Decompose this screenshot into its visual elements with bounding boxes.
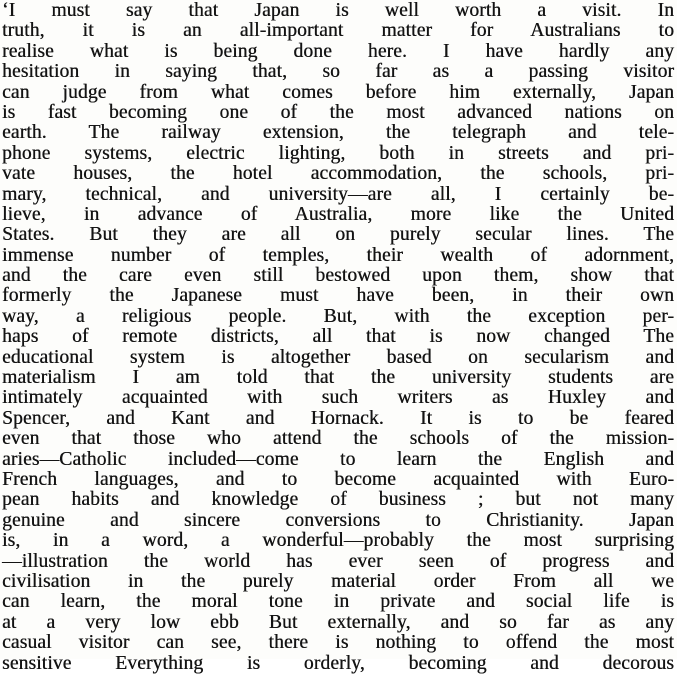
article-line-16: way, a religious people. But, with the exception per-: [2, 305, 674, 327]
article-line-4: hesitation in saying that, so far as a passing visitor: [2, 61, 674, 83]
article-line-31: at a very low ebb But externally, and so far as any: [2, 611, 674, 633]
article-line-26: genuine and sincere conversions to Christianity. Japan: [2, 509, 674, 531]
article-line-15: formerly the Japanese must have been, in their own: [2, 285, 674, 307]
article-line-20: intimately acquainted with such writers as Huxley and: [2, 387, 674, 409]
article-line-30: can learn, the moral tone in private and social life is: [2, 591, 674, 613]
article-column: [2, 1, 674, 674]
article-line-12: States. But they are all on purely secular lines. The: [2, 224, 674, 246]
article-line-1: ‘I must say that Japan is well worth a visit. In: [2, 0, 674, 21]
article-line-2: truth, it is an all-important matter for Australians to: [2, 20, 674, 42]
article-line-13: immense number of temples, their wealth of adornment,: [2, 244, 674, 266]
article-line-24: French languages, and to become acquainted with Euro-: [2, 468, 674, 490]
article-line-17: haps of remote districts, all that is now changed The: [2, 326, 674, 348]
article-line-18: educational system is altogether based on secularism and: [2, 346, 674, 368]
article-line-6: is fast becoming one of the most advanced nations on: [2, 101, 674, 123]
article-line-22: even that those who attend the schools of the mission-: [2, 428, 674, 450]
article-line-19: materialism I am told that the university students are: [2, 367, 674, 389]
article-line-27: is, in a word, a wonderful—probably the most surprising: [2, 530, 674, 552]
article-line-8: phone systems, electric lighting, both in streets and pri-: [2, 142, 674, 164]
article-line-25: pean habits and knowledge of business ; but not many: [2, 489, 674, 511]
article-line-33: sensitive Everything is orderly, becoming and decorous: [2, 652, 674, 674]
article-line-14: and the care even still bestowed upon them, show that: [2, 265, 674, 287]
article-line-9: vate houses, the hotel accommodation, the schools, pri-: [2, 163, 674, 185]
article-line-29: civilisation in the purely material order From all we: [2, 570, 674, 592]
article-line-7: earth. The railway extension, the telegraph and tele-: [2, 122, 674, 144]
article-line-32: casual visitor can see, there is nothing to offend the most: [2, 632, 674, 654]
article-line-10: mary, technical, and university—are all, I certainly be-: [2, 183, 674, 205]
article-line-28: —illustration the world has ever seen of progress and: [2, 550, 674, 572]
article-line-21: Spencer, and Kant and Hornack. It is to be feared: [2, 407, 674, 429]
article-line-3: realise what is being done here. I have hardly any: [2, 40, 674, 62]
article-line-11: lieve, in advance of Australia, more like the United: [2, 203, 674, 225]
article-line-5: can judge from what comes before him externally, Japan: [2, 81, 674, 103]
article-line-23: aries—Catholic included—come to learn the English and: [2, 448, 674, 470]
